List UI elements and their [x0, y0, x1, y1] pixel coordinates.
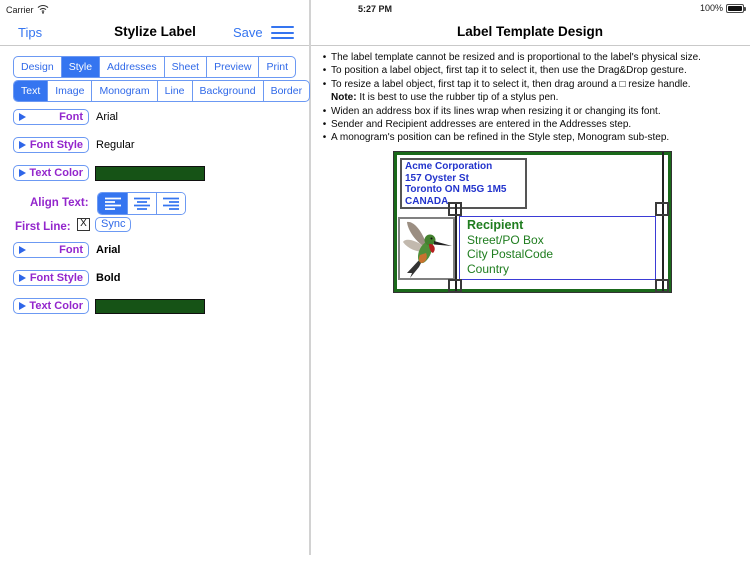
sender-line: Acme Corporation [405, 161, 493, 172]
play-icon [19, 274, 26, 282]
resize-handle-bottom-right[interactable] [655, 279, 669, 293]
resize-handle-bottom-left[interactable] [448, 279, 462, 293]
right-page-title: Label Template Design [456, 24, 604, 39]
resize-handle-top-left[interactable] [448, 202, 462, 216]
step-design[interactable]: Design [21, 61, 54, 73]
sync-button[interactable]: Sync [95, 217, 131, 232]
substeps-segmented-control [13, 80, 310, 102]
tips-bullet-list [318, 51, 746, 145]
text-color-swatch [95, 166, 205, 181]
play-icon [19, 246, 26, 254]
bullet-item: • To resize a label object, first tap it to select it, then drag around a □ resize handle. [322, 78, 691, 90]
carrier-label [6, 4, 49, 16]
font-style-value: Regular [96, 139, 135, 151]
substep-text[interactable]: Text [14, 81, 47, 101]
play-icon [19, 169, 26, 177]
hummingbird-image[interactable] [398, 217, 455, 280]
step-preview[interactable]: Preview [206, 57, 258, 77]
substep-monogram[interactable]: Monogram [91, 81, 156, 101]
bullet-item: • Widen an address box if its lines wrap when resizing it or changing its font. [322, 105, 661, 117]
save-button[interactable]: Save [233, 25, 263, 40]
align-center-icon[interactable] [127, 193, 156, 214]
first-line-text-color-swatch [95, 299, 205, 314]
bullet-item: • A monogram's position can be refined in the Style step, Monogram sub-step. [322, 132, 670, 144]
font-style-button[interactable]: Font Style [13, 137, 89, 153]
step-style[interactable]: Style [61, 57, 99, 77]
steps-segmented-control [13, 56, 296, 78]
bullet-item: • Sender and Recipient addresses are entered in the Addresses step. [322, 119, 632, 131]
sender-line: Toronto ON M5G 1M5 [405, 184, 507, 195]
recipient-line: Street/PO Box [467, 232, 544, 247]
recipient-title: Recipient [467, 218, 524, 232]
recipient-address-box[interactable] [459, 216, 656, 280]
step-sheet[interactable]: Sheet [164, 57, 206, 77]
first-line-font-button[interactable]: Font [13, 242, 89, 258]
step-addresses[interactable]: Addresses [99, 57, 164, 77]
font-value: Arial [96, 111, 119, 123]
bullet-item: • The label template cannot be resized and is proportional to the label's physical size. [322, 52, 701, 63]
first-line-text-color-button[interactable]: Text Color [13, 298, 89, 314]
sender-line: 157 Oyster St [405, 172, 469, 184]
battery-status [700, 3, 744, 13]
bullet-note: Note: It is best to use the rubber tip of a stylus pen. [331, 92, 559, 104]
first-line-font-style-button[interactable]: Font Style [13, 270, 89, 286]
substep-line[interactable]: Line [157, 81, 192, 101]
align-segmented-control [97, 192, 186, 215]
substep-image[interactable]: Image [47, 81, 91, 101]
carrier-text: Carrier [6, 5, 34, 15]
recipient-line: Country [467, 261, 510, 276]
first-line-font-value: Arial [96, 244, 121, 256]
bullet-item: • To position a label object, first tap it to select it, then use the Drag&Drop gesture. [322, 65, 687, 77]
sender-line: CANADA [405, 195, 449, 207]
first-line-font-style-value: Bold [96, 272, 121, 284]
resize-handle-top-right[interactable] [655, 202, 669, 216]
first-line-label: First Line: [15, 221, 71, 233]
play-icon [19, 141, 26, 149]
battery-percent: 100% [699, 3, 723, 13]
substep-border[interactable]: Border [263, 81, 310, 101]
selection-edge-right [662, 152, 664, 292]
menu-icon[interactable] [271, 26, 294, 39]
nav-separator [0, 45, 750, 46]
text-color-button[interactable]: Text Color [13, 165, 89, 181]
label-template-canvas[interactable] [394, 152, 671, 292]
left-page-title: Stylize Label [114, 24, 196, 39]
play-icon [19, 302, 26, 310]
align-left-icon[interactable] [98, 193, 127, 214]
wifi-icon [37, 4, 49, 16]
status-time: 5:27 PM [357, 4, 392, 14]
substep-background[interactable]: Background [192, 81, 263, 101]
tips-button[interactable]: Tips [18, 25, 43, 40]
recipient-line: City PostalCode [467, 247, 554, 262]
battery-icon [726, 4, 744, 13]
align-text-label: Align Text: [30, 197, 89, 209]
play-icon [19, 113, 26, 121]
align-right-icon[interactable] [156, 193, 185, 214]
first-line-checkbox[interactable]: X [77, 218, 90, 231]
step-print[interactable]: Print [258, 57, 295, 77]
sender-address-box[interactable] [400, 158, 527, 209]
font-button[interactable]: Font [13, 109, 89, 125]
